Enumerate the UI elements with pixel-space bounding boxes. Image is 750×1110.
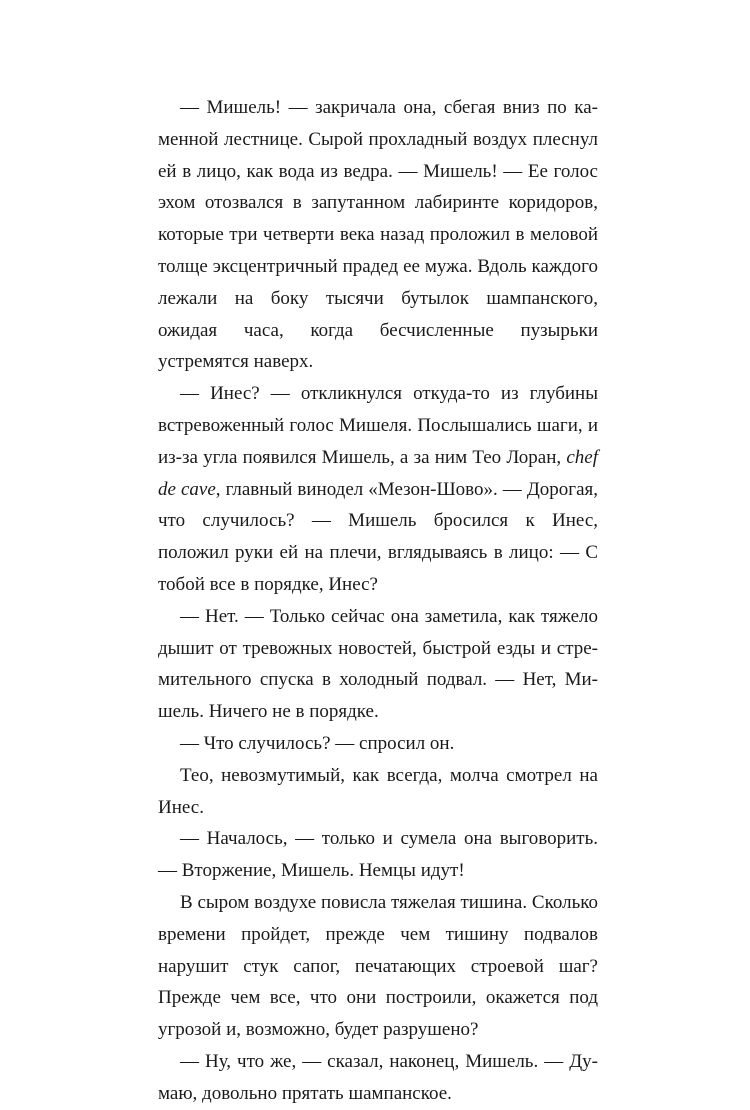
paragraph: — Нет. — Только сейчас она заметила, как тяжело дышит от тревожных новостей, быстрой езды и стремительного спуска в холодный подвал. — Нет, Мишель. Ничего не в порядке. <box>158 605 598 723</box>
book-page-text <box>158 92 598 1110</box>
italic-term: chef de cave <box>158 446 598 500</box>
paragraph: В сыром воздухе повисла тяжелая тишина. Сколько времени пройдет, прежде чем тишину подвалов нарушит стук сапог, печатающих строевой шаг? Прежде чем все, что они построили, окажется под угрозой и, возможно, будет разрушено? <box>158 891 598 1041</box>
paragraph: — Началось, — только и сумела она выговорить. — Вторжение, Мишель. Немцы идут! <box>158 828 598 882</box>
paragraph: — Что случилось? — спросил он. <box>180 732 455 754</box>
paragraph-text: — Инес? — откликнулся откуда-то из глубины встревоженный голос Мишеля. Послышались шаги, и из-за угла появился Мишель, а за ним Тео Лоран, <box>158 383 598 468</box>
paragraph: Тео, невозмутимый, как всегда, молча смотрел на Инес. <box>158 764 598 818</box>
paragraph: — Мишель! — закричала она, сбегая вниз по каменной лестнице. Сырой прохладный воздух плеснул ей в лицо, как вода из ведра. — Мишель! — Ее голос эхом отозвался в запутанном лабиринте коридоров, которые три четверти века назад проложил в меловой толще эксцентричный прадед ее мужа. Вдоль каждого лежали на боку тысячи бутылок шампанского, ожидая часа, когда бесчисленные пузырьки устремятся наверх. <box>158 97 598 373</box>
paragraph <box>158 378 598 601</box>
paragraph: — Ну, что же, — сказал, наконец, Мишель. — Думаю, довольно прятать шампанское. <box>158 1050 598 1104</box>
paragraph-text: , главный винодел «Мезон-Шово». — Дорогая, что случилось? — Мишель бросился к Инес, положил руки ей на плечи, вглядываясь в лицо: — С тобой все в порядке, Инес? <box>158 478 599 595</box>
